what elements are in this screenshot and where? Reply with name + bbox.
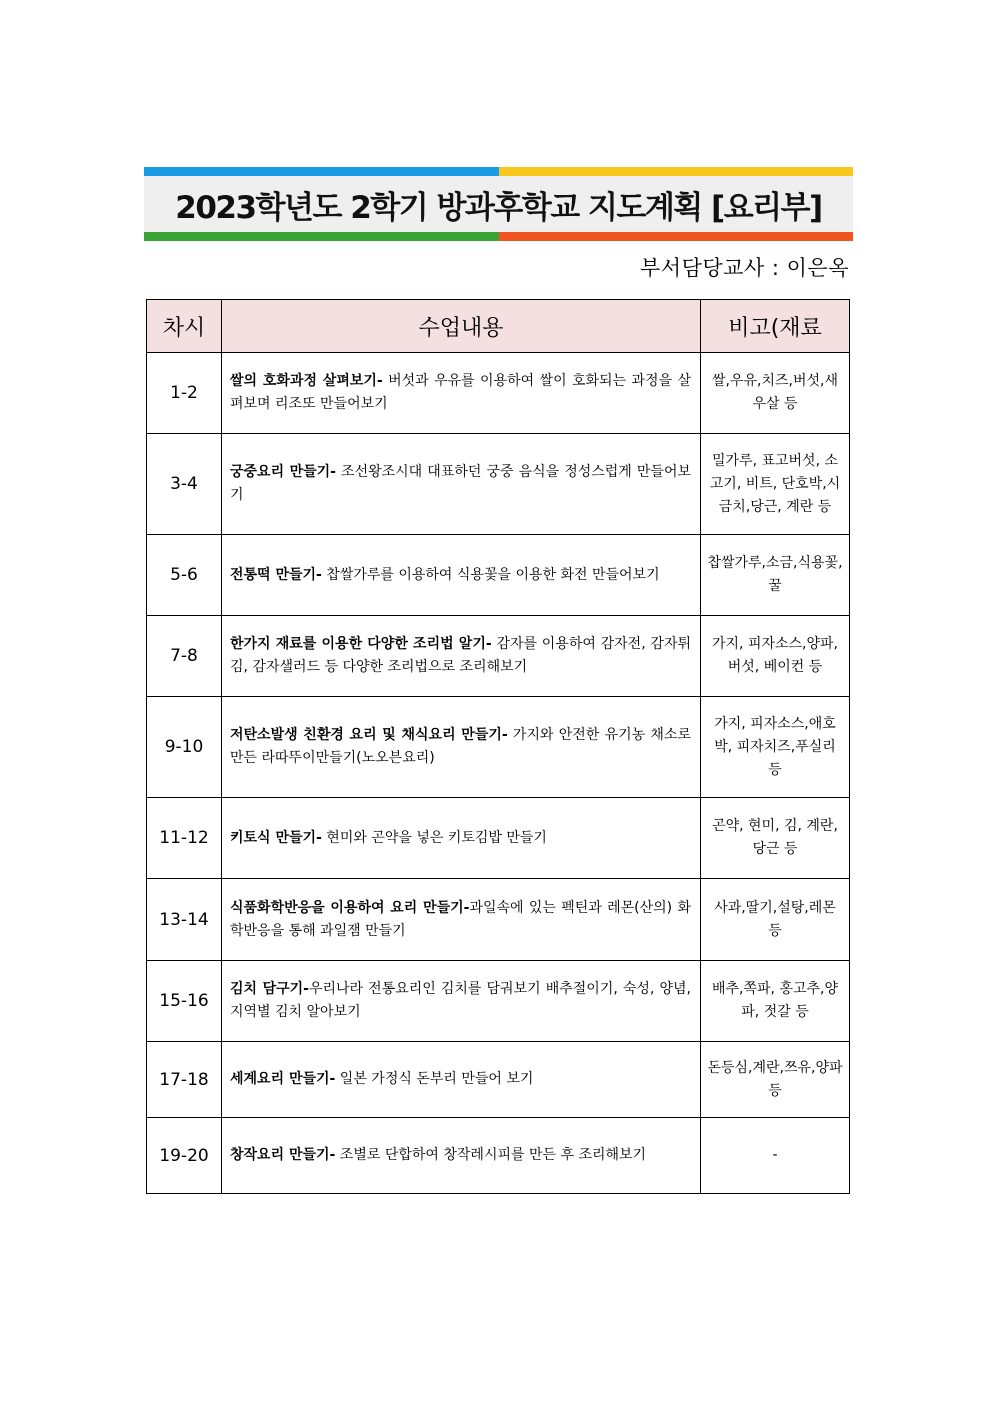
topic-text: 궁중요리 만들기- — [230, 464, 336, 480]
note-cell: 찹쌀가루,소금,식용꽃, 꿀 — [701, 535, 850, 616]
content-cell — [222, 879, 701, 961]
description-text: 우리나라 전통요리인 김치를 담궈보기 배추절이기, 숙성, 양념, 지역별 김치 알아보기 — [230, 981, 691, 1020]
table-row — [147, 535, 850, 616]
table-row — [147, 961, 850, 1042]
note-cell: 사과,딸기,설탕,레몬 등 — [701, 879, 850, 961]
topic-text: 창작요리 만들기- — [230, 1147, 336, 1163]
note-cell: - — [701, 1118, 850, 1194]
note-cell: 쌀,우유,치즈,버섯,새우살 등 — [701, 353, 850, 434]
description-text: 일본 가정식 돈부리 만들어 보기 — [335, 1071, 534, 1087]
session-cell: 1-2 — [147, 353, 222, 434]
session-cell: 15-16 — [147, 961, 222, 1042]
topic-text: 식품화학반응을 이용하여 요리 만들기- — [230, 899, 470, 916]
description-text: 가지와 안전한 유기농 채소로 만든 라따뚜이만들기(노오븐요리) — [230, 727, 691, 766]
description-text: 조별로 단합하여 창작레시피를 만든 후 조리해보기 — [335, 1147, 647, 1163]
table-header-row — [147, 300, 850, 353]
session-cell: 7-8 — [147, 616, 222, 697]
content-cell — [222, 1042, 701, 1118]
content-cell — [222, 535, 701, 616]
description-text: 과일속에 있는 펙틴과 레몬(산의) 화학반응을 통해 과일잼 만들기 — [230, 899, 691, 939]
title-background — [144, 176, 853, 232]
table-row — [147, 434, 850, 535]
lesson-plan-table — [146, 299, 850, 1194]
description-text: 버섯과 우유를 이용하여 쌀이 호화되는 과정을 살펴보며 리조또 만들어보기 — [230, 373, 691, 412]
session-cell: 17-18 — [147, 1042, 222, 1118]
content-cell — [222, 798, 701, 879]
header-content: 수업내용 — [222, 300, 701, 353]
header-session: 차시 — [147, 300, 222, 353]
table-row — [147, 798, 850, 879]
session-cell: 19-20 — [147, 1118, 222, 1194]
session-cell: 5-6 — [147, 535, 222, 616]
title-bar-blue — [144, 167, 499, 176]
description-text: 조선왕조시대 대표하던 궁중 음식을 정성스럽게 만들어보기 — [230, 464, 691, 503]
content-cell — [222, 616, 701, 697]
title-bar-orange — [499, 232, 853, 241]
note-cell: 곤약, 현미, 김, 계란,당근 등 — [701, 798, 850, 879]
topic-text: 쌀의 호화과정 살펴보기- — [230, 373, 383, 389]
table-row — [147, 1118, 850, 1194]
title-banner — [144, 167, 853, 241]
table-row — [147, 353, 850, 434]
topic-text: 저탄소발생 친환경 요리 및 채식요리 만들기- — [230, 727, 508, 743]
topic-text: 키토식 만들기- — [230, 829, 322, 846]
content-cell — [222, 1118, 701, 1194]
description-text: 찹쌀가루를 이용하여 식용꽃을 이용한 화전 만들어보기 — [321, 566, 660, 583]
note-cell: 가지, 피자소스,애호박, 피자치즈,푸실리 등 — [701, 697, 850, 798]
table-row — [147, 1042, 850, 1118]
note-cell: 밀가루, 표고버섯, 소고기, 비트, 단호박,시금치,당근, 계란 등 — [701, 434, 850, 535]
note-cell: 가지, 피자소스,양파, 버섯, 베이컨 등 — [701, 616, 850, 697]
header-note: 비고(재료 — [701, 300, 850, 353]
session-cell: 11-12 — [147, 798, 222, 879]
document-title: 2023학년도 2학기 방과후학교 지도계획 [요리부] — [175, 189, 822, 226]
topic-text: 세계요리 만들기- — [230, 1071, 336, 1087]
content-cell — [222, 434, 701, 535]
topic-text: 김치 담구기- — [230, 981, 309, 997]
topic-text: 전통떡 만들기- — [230, 566, 322, 583]
session-cell: 9-10 — [147, 697, 222, 798]
content-cell — [222, 961, 701, 1042]
content-cell — [222, 353, 701, 434]
note-cell: 배추,쪽파, 홍고추,양파, 젓갈 등 — [701, 961, 850, 1042]
content-cell — [222, 697, 701, 798]
teacher-line: 부서담당교사 : 이은옥 — [640, 256, 849, 280]
table-row — [147, 879, 850, 961]
note-cell: 돈등심,계란,쯔유,양파 등 — [701, 1042, 850, 1118]
table-row — [147, 697, 850, 798]
title-bar-green — [144, 232, 499, 241]
title-bar-yellow — [499, 167, 853, 176]
session-cell: 3-4 — [147, 434, 222, 535]
description-text: 현미와 곤약을 넣은 키토김밥 만들기 — [321, 829, 547, 846]
session-cell: 13-14 — [147, 879, 222, 961]
topic-text: 한가지 재료를 이용한 다양한 조리법 알기- — [230, 636, 492, 652]
description-text: 감자를 이용하여 감자전, 감자튀김, 감자샐러드 등 다양한 조리법으로 조리해보기 — [230, 636, 691, 675]
table-row — [147, 616, 850, 697]
